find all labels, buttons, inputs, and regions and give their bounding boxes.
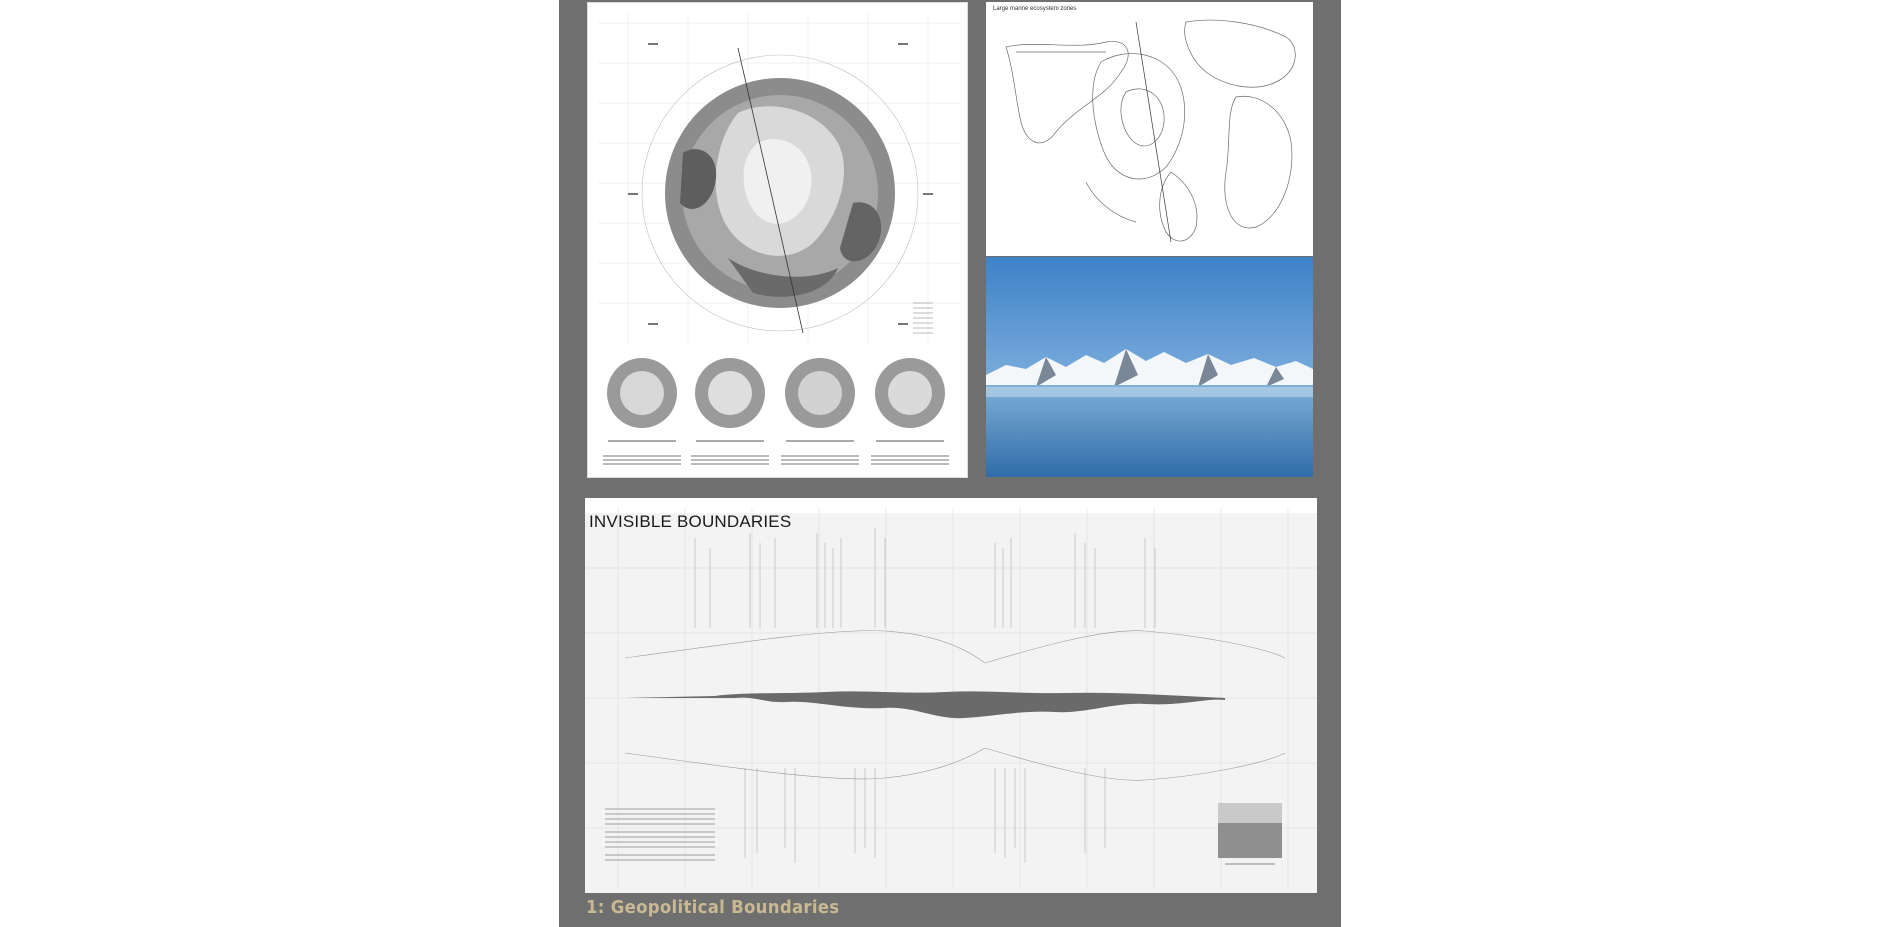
- boundaries-diagram: [585, 498, 1317, 893]
- polar-map-drawing: [588, 3, 968, 478]
- mountain-sea-image: [986, 257, 1313, 477]
- invisible-boundaries-title: INVISIBLE BOUNDARIES: [589, 512, 792, 531]
- ecosystem-map-title: Large marine ecosystem zones: [993, 6, 1077, 12]
- marine-ecosystem-map: [986, 2, 1313, 256]
- arctic-polar-map-sheet: [587, 2, 968, 478]
- arctic-landscape-photo: [986, 257, 1313, 477]
- ecosystem-outline-drawing: [986, 2, 1313, 256]
- board-caption: 1: Geopolitical Boundaries: [586, 897, 840, 918]
- invisible-boundaries-panel: [585, 498, 1317, 893]
